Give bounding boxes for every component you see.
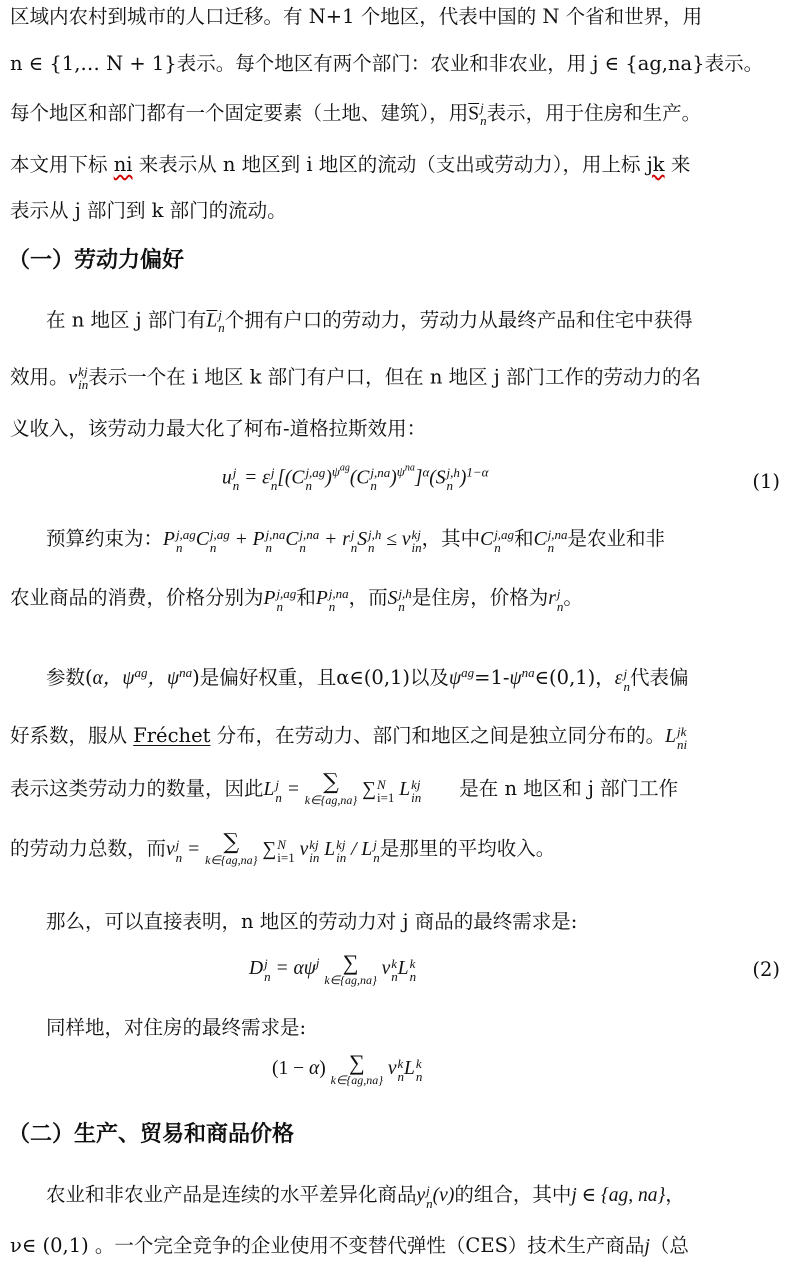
section-heading-production-trade: （二）生产、贸易和商品价格	[8, 1121, 295, 1147]
s2-line-2: ν∈ (0,1) 。一个完全竞争的企业使用不变替代弹性（CES）技术生产商品j（总	[10, 1234, 689, 1257]
section-heading-labor-preference: （一）劳动力偏好	[8, 247, 185, 273]
equation-1-utility: u j n = ε j n [(C j,ag n )$^{\psi^{ag}}$(C j,na n )$^{\psi^{na}}$]$^\alpha$(S j,h n )$^{1-\alpha}$	[222, 463, 489, 493]
fixed-factor-symbol: $\overline{S}$	[468, 103, 480, 125]
equation-1-number: (1)	[752, 470, 780, 493]
s1-p1-line-1: 在 n 地区 j 部门有$\overline{L}$ j n 个拥有户口的劳动力，劳动力从最终产品和住宅中获得	[46, 307, 693, 335]
subscript-ni-term: ni	[113, 153, 133, 176]
frechet-term: Fréchet	[133, 724, 211, 747]
equation-2-demand: D j n = $\alpha\psi^j$ ∑ k∈{ag,na} v k n L k n	[249, 950, 417, 987]
param-line-2: 好系数，服从 Fréchet 分布，在劳动力、部门和地区之间是独立同分布的。L jk ni	[10, 723, 688, 752]
budget-line-1: 预算约束为：P j,ag n C j,ag n + P j,na n C j,na n + r j n S j,h n ≤ v kj in ，其中C j,ag n 和C j,na n 是农业和非	[46, 526, 665, 555]
s2-line-1: 农业和非农业产品是连续的水平差异化商品y j n (ν)的组合，其中j ∈ {ag, na}，	[46, 1182, 685, 1211]
superscript-jk-term: jk	[646, 153, 665, 176]
equation-2-number: (2)	[752, 958, 780, 981]
intro-line-3: 每个地区和部门都有一个固定要素（土地、建筑），用$\overline{S}$ j n 表示，用于住房和生产。	[10, 100, 702, 128]
param-line-1: 参数(α，$\psi^{ag}$，$\psi^{na}$)是偏好权重，且α∈(0,1)以及$\psi^{ag}=1-\psi^{na}\in(0,1)$，ε j n 代表偏	[46, 665, 689, 694]
demand-line-1: 那么，可以直接表明，n 地区的劳动力对 j 商品的最终需求是:	[46, 910, 578, 933]
param-line-4: 的劳动力总数，而v j n = ∑ k∈{ag,na} ∑ N i=1 v kj in L kj in / L j n 是那里的平均收入。	[10, 830, 556, 867]
housing-line-1: 同样地，对住房的最终需求是:	[46, 1016, 307, 1039]
s1-p1-line-3: 义收入，该劳动力最大化了柯布-道格拉斯效用：	[10, 417, 427, 440]
param-line-3: 表示这类劳动力的数量，因此L j n = ∑ k∈{ag,na} ∑ N i=1 L kj in 是在 n 地区和 j 部门工作	[10, 770, 679, 807]
s1-p1-line-2: 效用。v kj in 表示一个在 i 地区 k 部门有户口，但在 n 地区 j 部门工作的劳动力的名	[10, 364, 702, 392]
intro-line-2: n ∈ {1,… N + 1}表示。每个地区有两个部门：农业和非农业，用 j ∈ {ag,na}表示。	[10, 52, 764, 75]
intro-line-5: 表示从 j 部门到 k 部门的流动。	[10, 199, 287, 222]
intro-line-4: 本文用下标 ni 来表示从 n 地区到 i 地区的流动（支出或劳动力），用上标 jk 来	[10, 153, 691, 176]
intro-line-1: 区域内农村到城市的人口迁移。有 N+1 个地区，代表中国的 N 个省和世界，用	[10, 5, 703, 28]
equation-housing-demand: (1 − α) ∑ k∈{ag,na} v k n L k n	[272, 1050, 423, 1087]
budget-line-2: 农业商品的消费，价格分别为P j,ag n 和P j,na n ，而S j,h n 是住房，价格为r j n 。	[10, 585, 583, 614]
